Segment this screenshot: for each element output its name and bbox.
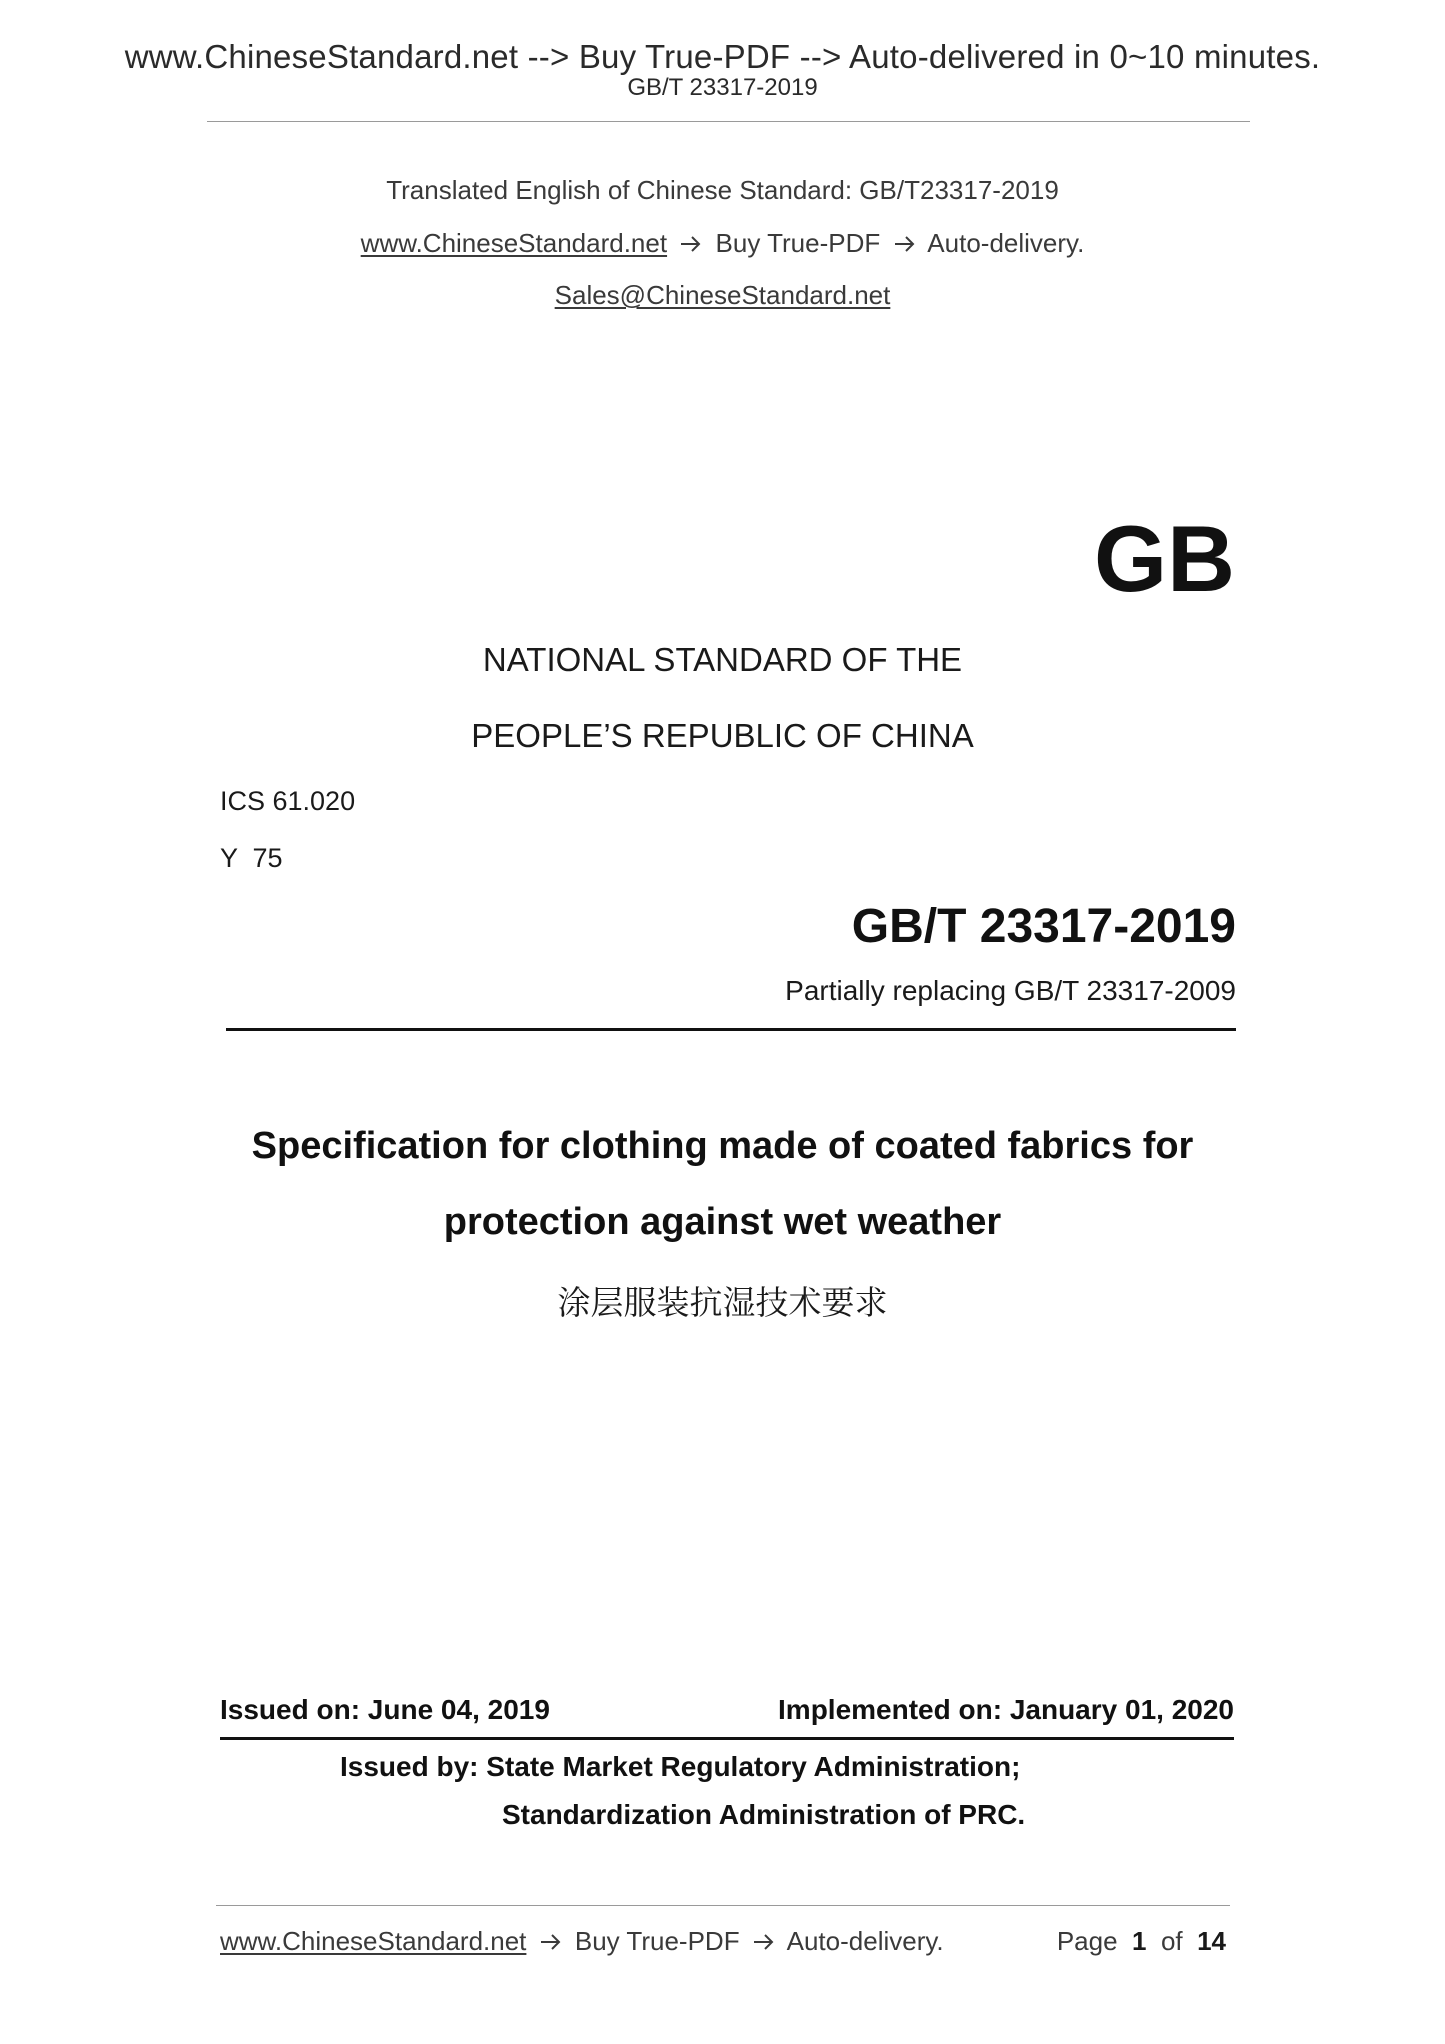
- page-label: Page: [1056, 1926, 1118, 1956]
- auto-delivery-text: Auto-delivery.: [927, 228, 1085, 258]
- footer-links: [220, 1926, 944, 1957]
- issued-on-date: Issued on: June 04, 2019: [220, 1694, 550, 1725]
- footer-buy-text: Buy True-PDF: [574, 1926, 740, 1956]
- footer-delivery-text: Auto-delivery.: [786, 1926, 944, 1956]
- replacing-note: Partially replacing GB/T 23317-2009: [785, 975, 1236, 1006]
- chinese-title: 涂层服装抗湿技术要求: [557, 1283, 888, 1322]
- sales-line: [0, 280, 1445, 311]
- page-of-label: of: [1160, 1926, 1183, 1956]
- page-current: 1: [1132, 1926, 1147, 1956]
- sales-email-link[interactable]: Sales@ChineseStandard.net: [554, 280, 891, 310]
- ics-code: ICS 61.020: [220, 786, 356, 816]
- national-standard-line-2: PEOPLE’S REPUBLIC OF CHINA: [471, 717, 974, 754]
- right-arrow-icon: [540, 1933, 562, 1951]
- top-banner-text: www.ChineseStandard.net --> Buy True-PDF --> Auto-delivered in 0~10 minutes.: [124, 38, 1321, 75]
- issuing-authority-line-1: Issued by: State Market Regulatory Administration;: [340, 1751, 1021, 1782]
- footer-site-link[interactable]: www.ChineseStandard.net: [220, 1926, 527, 1956]
- translated-notice: Translated English of Chinese Standard: GB/T23317-2019: [386, 175, 1059, 205]
- document-title-line-2: protection against wet weather: [443, 1201, 1002, 1243]
- right-arrow-icon: [753, 1933, 775, 1951]
- gb-mark: GB: [1094, 506, 1235, 611]
- footer-divider: [216, 1905, 1230, 1906]
- implemented-on-date: Implemented on: January 01, 2020: [778, 1694, 1234, 1725]
- page-total: 14: [1197, 1926, 1226, 1956]
- issue-divider: [220, 1737, 1234, 1740]
- right-arrow-icon: [894, 235, 916, 253]
- standard-number-divider: [226, 1028, 1236, 1031]
- classification-code: Y 75: [220, 843, 283, 873]
- header-standard-code: GB/T 23317-2019: [627, 74, 818, 101]
- document-title-line-1: Specification for clothing made of coated fabrics for: [251, 1125, 1194, 1167]
- buy-true-pdf-text: Buy True-PDF: [715, 228, 881, 258]
- national-standard-line-1: NATIONAL STANDARD OF THE: [482, 641, 963, 678]
- header-divider: [207, 121, 1250, 122]
- issuing-authority-line-2: Standardization Administration of PRC.: [502, 1799, 1026, 1830]
- page-indicator: [1057, 1926, 1226, 1957]
- standard-number: GB/T 23317-2019: [851, 900, 1236, 953]
- right-arrow-icon: [680, 235, 702, 253]
- delivery-line: [0, 228, 1445, 259]
- site-link[interactable]: www.ChineseStandard.net: [360, 228, 668, 258]
